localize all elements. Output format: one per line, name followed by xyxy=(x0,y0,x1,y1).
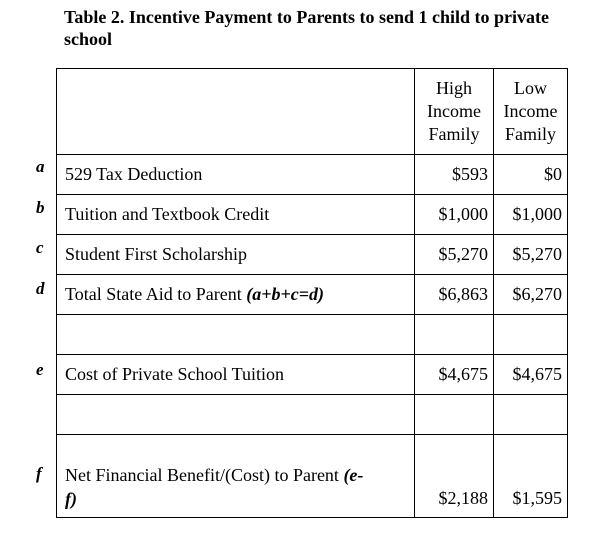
spacer-cell xyxy=(57,395,415,435)
row-label-text: Total State Aid to Parent xyxy=(65,284,247,304)
header-low-line: Income xyxy=(503,101,558,121)
row-low-value: $6,270 xyxy=(494,275,568,315)
table-row xyxy=(57,235,568,275)
row-formula: (e- xyxy=(343,465,364,485)
header-row xyxy=(57,69,568,155)
row-letter-b: b xyxy=(36,198,45,217)
spacer-row xyxy=(57,395,568,435)
row-high-value: $6,863 xyxy=(415,275,494,315)
row-letter-c: c xyxy=(36,238,44,257)
spacer-cell xyxy=(494,315,568,355)
row-high-value: $2,188 xyxy=(415,435,494,518)
row-high-value: $593 xyxy=(415,155,494,195)
row-label-text: Net Financial Benefit/(Cost) to Parent xyxy=(65,465,344,485)
row-label xyxy=(57,275,415,315)
row-label: Tuition and Textbook Credit xyxy=(57,195,415,235)
header-high-income xyxy=(415,69,494,155)
spacer-cell xyxy=(57,315,415,355)
header-high-line: Family xyxy=(428,124,480,144)
spacer-cell xyxy=(494,395,568,435)
header-low-line: Low xyxy=(514,78,547,98)
row-low-value: $5,270 xyxy=(494,235,568,275)
table-row xyxy=(57,275,568,315)
table-title: Table 2. Incentive Payment to Parents to send 1 child to private school xyxy=(64,7,549,49)
incentive-payment-table xyxy=(56,68,568,518)
row-label: Cost of Private School Tuition xyxy=(57,355,415,395)
row-low-value: $1,595 xyxy=(494,435,568,518)
row-label: Student First Scholarship xyxy=(57,235,415,275)
table-row xyxy=(57,155,568,195)
header-low-income xyxy=(494,69,568,155)
row-label: 529 Tax Deduction xyxy=(57,155,415,195)
row-low-value: $0 xyxy=(494,155,568,195)
row-letter-d: d xyxy=(36,279,45,298)
row-high-value: $4,675 xyxy=(415,355,494,395)
header-low-line: Family xyxy=(504,124,556,144)
spacer-cell xyxy=(415,315,494,355)
table-row xyxy=(57,435,568,518)
table-row xyxy=(57,355,568,395)
row-label xyxy=(57,435,415,518)
header-blank-cell xyxy=(57,69,415,155)
row-letter-e: e xyxy=(36,360,44,379)
spacer-row xyxy=(57,315,568,355)
header-high-line: Income xyxy=(427,101,481,121)
table-row xyxy=(57,195,568,235)
row-letter-a: a xyxy=(36,157,45,176)
row-low-value: $4,675 xyxy=(494,355,568,395)
row-low-value: $1,000 xyxy=(494,195,568,235)
row-high-value: $5,270 xyxy=(415,235,494,275)
row-formula: (a+b+c=d) xyxy=(246,284,324,304)
row-high-value: $1,000 xyxy=(415,195,494,235)
row-letter-f: f xyxy=(36,464,42,483)
spacer-cell xyxy=(415,395,494,435)
row-formula: f) xyxy=(65,489,77,509)
header-high-line: High xyxy=(436,78,472,98)
